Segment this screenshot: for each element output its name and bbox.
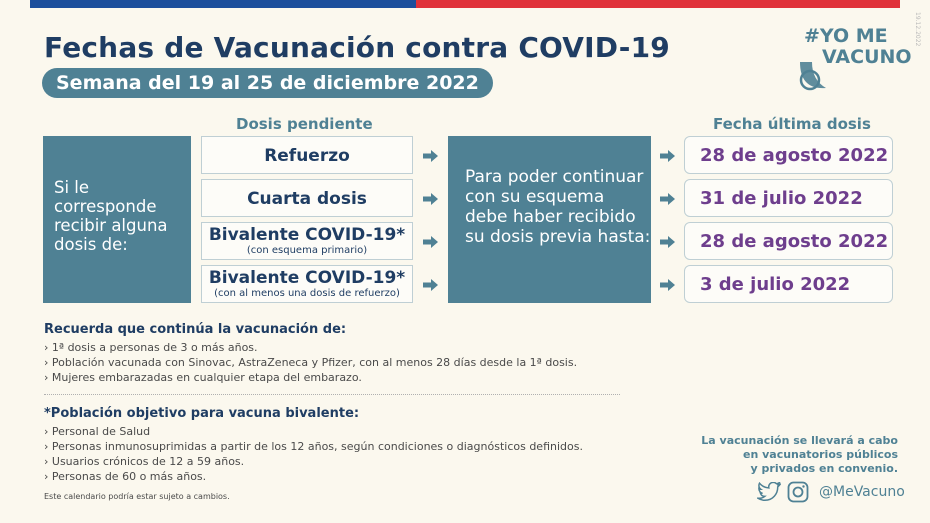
- date-row-2: 31 de julio 2022: [684, 179, 893, 217]
- arrow-right-icon: [423, 279, 438, 291]
- dose-sublabel: (con al menos una dosis de refuerzo): [214, 288, 400, 299]
- date-row-4: 3 de julio 2022: [684, 265, 893, 303]
- column-header-fecha: Fecha última dosis: [713, 115, 871, 133]
- dose-label: Cuarta dosis: [247, 189, 367, 209]
- dose-row-2: [201, 179, 413, 217]
- arrow-right-icon: [423, 150, 438, 162]
- list-item: › Personas de 60 o más años.: [44, 470, 207, 483]
- flag-bar: [30, 0, 900, 8]
- bivalente-title: *Población objetivo para vacuna bivalente:: [44, 406, 360, 421]
- dose-label: Refuerzo: [264, 146, 350, 166]
- social-handle[interactable]: @MeVacuno: [819, 484, 905, 500]
- dose-row-3: [201, 222, 413, 260]
- info-line: en vacunatorios públicos: [742, 448, 898, 461]
- list-item: › Personal de Salud: [44, 425, 151, 438]
- list-item: › 1ª dosis a personas de 3 o más años.: [44, 341, 258, 354]
- logo-text: [804, 26, 912, 68]
- instagram-icon[interactable]: [787, 481, 809, 503]
- disclaimer-note: Este calendario podría estar sujeto a cambios.: [44, 492, 230, 501]
- recuerda-section: [44, 322, 624, 385]
- info-text: [701, 434, 898, 476]
- bivalente-section: [44, 406, 624, 484]
- list-item: › Población vacunada con Sinovac, AstraZeneca y Pfizer, con al menos 28 días desde la 1ª dosis.: [44, 356, 578, 369]
- date-row-1: 28 de agosto 2022: [684, 136, 893, 174]
- list-item: › Personas inmunosuprimidas a partir de los 12 años, según condiciones o diagnósticos definidos.: [44, 440, 583, 453]
- arrow-right-icon: [660, 150, 675, 162]
- list-item: › Usuarios crónicos de 12 a 59 años.: [44, 455, 245, 468]
- side-code: 19.12.2022: [914, 12, 921, 47]
- flag-bar-red: [416, 0, 900, 8]
- dose-label: Bivalente COVID-19*: [208, 268, 406, 288]
- arrow-right-icon: [660, 193, 675, 205]
- dose-row-4: [201, 265, 413, 303]
- page-title: Fechas de Vacunación contra COVID-19: [44, 31, 670, 64]
- list-item: › Mujeres embarazadas en cualquier etapa del embarazo.: [44, 371, 362, 384]
- dose-row-1: [201, 136, 413, 174]
- social-links: [757, 481, 905, 503]
- logo-line-2: VACUNO: [822, 46, 912, 68]
- middle-info-box: Para poder continuar con su esquema debe haber recibido su dosis previa hasta:: [448, 136, 651, 303]
- flag-bar-blue: [30, 0, 416, 8]
- arrow-right-icon: [660, 279, 675, 291]
- arrow-right-icon: [660, 236, 675, 248]
- info-line: La vacunación se llevará a cabo: [701, 434, 898, 447]
- recuerda-title: Recuerda que continúa la vacunación de:: [44, 322, 347, 337]
- page-subtitle: Semana del 19 al 25 de diciembre 2022: [42, 68, 493, 98]
- dose-label: Bivalente COVID-19*: [208, 225, 406, 245]
- column-header-dosis: Dosis pendiente: [236, 115, 373, 133]
- divider: [44, 394, 620, 395]
- twitter-icon[interactable]: [757, 482, 781, 502]
- left-condition-box: Si le corresponde recibir alguna dosis de:: [43, 136, 191, 303]
- arrow-right-icon: [423, 236, 438, 248]
- info-line: y privados en convenio.: [750, 462, 898, 475]
- dose-sublabel: (con esquema primario): [246, 245, 368, 256]
- logo-line-1: #YO ME: [804, 25, 888, 47]
- arrow-right-icon: [423, 193, 438, 205]
- date-row-3: 28 de agosto 2022: [684, 222, 893, 260]
